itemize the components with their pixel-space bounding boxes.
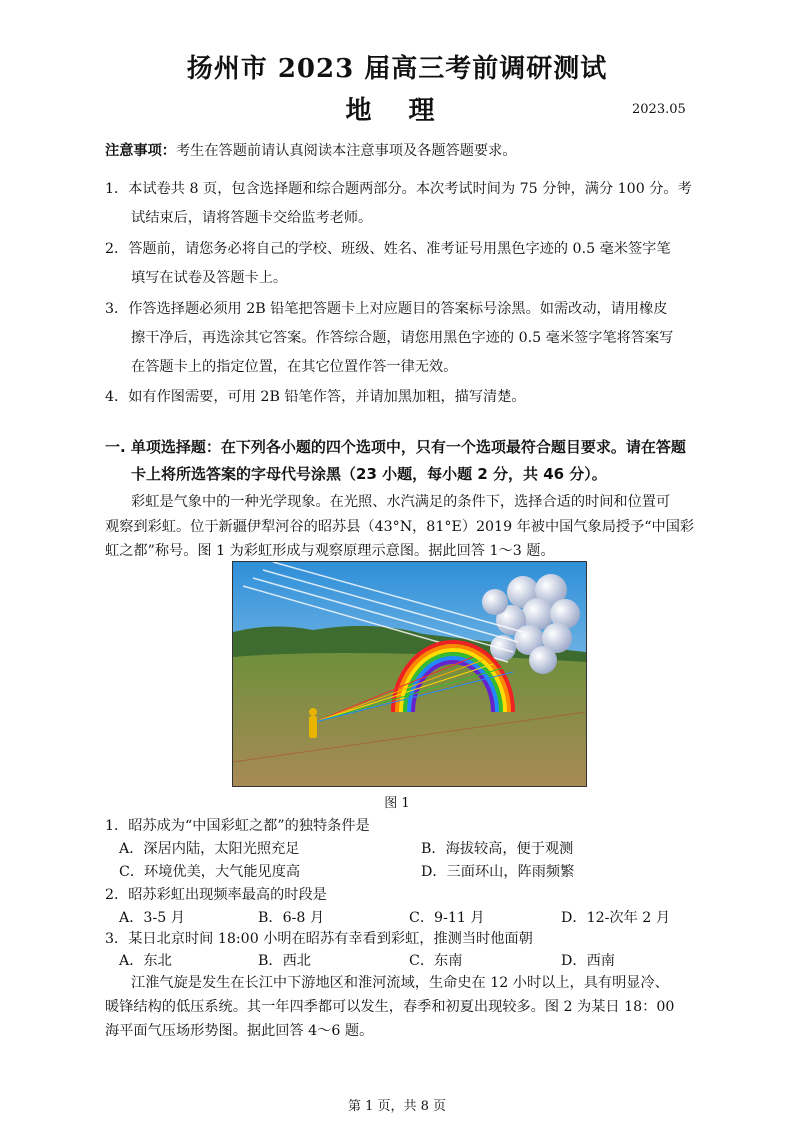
figure1-caption: 图 1 [384,796,410,811]
question-2-option-b: B．6-8 月 [258,910,325,926]
page-footer: 第 1 页，共 8 页 [347,1099,447,1114]
question-1-option-c: C．环境优美，大气能见度高 [119,864,301,880]
passage2-line1: 江淮气旋是发生在长江中下游地区和淮河流域，生命史在 12 小时以上，具有明显冷、 [131,975,669,991]
section-heading-line2: 卡上将所选答案的字母代号涂黑（23 小题，每小题 2 分，共 46 分）。 [131,465,607,483]
question-3-option-d: D．西南 [561,953,615,969]
notice-label: 注意事项： [105,143,176,159]
question-1-option-b: B．海拔较高，便于观测 [421,841,574,857]
question-2-stem: 2．昭苏彩虹出现频率最高的时段是 [105,887,327,903]
question-1-stem: 1．昭苏成为“中国彩虹之都”的独特条件是 [105,818,370,834]
notice-item-4-line1: 4．如有作图需要，可用 2B 铅笔作答，并请加黑加粗，描写清楚。 [105,389,526,405]
question-2-option-a: A．3-5 月 [119,910,185,926]
question-3-option-b: B．西北 [258,953,311,969]
question-2-option-d: D．12-次年 2 月 [561,910,671,926]
passage2-line2: 暖锋结构的低压系统。其一年四季都可以发生，春季和初夏出现较多。图 2 为某日 18：00 [105,999,675,1015]
notice-line [105,140,516,160]
question-2-option-c: C．9-11 月 [409,910,485,926]
subject-title: 地 理 [345,96,449,126]
exam-date: 2023.05 [632,102,686,117]
passage1-line3: 虹之都”称号。图 1 为彩虹形成与观察原理示意图。据此回答 1～3 题。 [105,543,555,559]
notice-item-1-line2: 试结束后，请将答题卡交给监考老师。 [131,210,373,226]
observer-figure [309,708,317,738]
notice-item-3-line2: 擦干净后，再选涂其它答案。作答综合题，请您用黑色字迹的 0.5 毫米签字笔将答案写 [131,330,674,346]
notice-item-2-line2: 填写在试卷及答题卡上。 [131,270,288,286]
exam-title: 扬州市 2023 届高三考前调研测试 [186,54,608,84]
notice-item-2-line1: 2．答题前，请您务必将自己的学校、班级、姓名、准考证号用黑色字迹的 0.5 毫米签字笔 [105,241,671,257]
question-3-option-a: A．东北 [119,953,172,969]
question-3-option-c: C．东南 [409,953,463,969]
notice-item-1-line1: 1．本试卷共 8 页，包含选择题和综合题两部分。本次考试时间为 75 分钟，满分 100 分。考 [105,181,692,197]
passage1-line2: 观察到彩虹。位于新疆伊犁河谷的昭苏县（43°N，81°E）2019 年被中国气象局授予“中国彩 [105,519,695,535]
rainbow-figure [232,561,587,787]
question-1-option-d: D．三面环山，阵雨频繁 [421,864,575,880]
notice-item-3-line1: 3．作答选择题必须用 2B 铅笔把答题卡上对应题目的答案标号涂黑。如需改动，请用橡皮 [105,301,668,317]
passage2-line3: 海平面气压场形势图。据此回答 4～6 题。 [105,1023,374,1039]
section-heading-line1: 一. 单项选择题：在下列各小题的四个选项中，只有一个选项最符合题目要求。请在答题 [105,438,686,456]
passage1-line1: 彩虹是气象中的一种光学现象。在光照、水汽满足的条件下，选择合适的时间和位置可 [131,494,671,510]
question-3-stem: 3．某日北京时间 18:00 小明在昭苏有幸看到彩虹，推测当时他面朝 [105,931,533,947]
rainbow-illustration [233,562,586,786]
question-1-option-a: A．深居内陆，太阳光照充足 [119,841,300,857]
notice-item-3-line3: 在答题卡上的指定位置，在其它位置作答一律无效。 [131,359,458,375]
notice-intro: 考生在答题前请认真阅读本注意事项及各题答题要求。 [175,143,517,159]
